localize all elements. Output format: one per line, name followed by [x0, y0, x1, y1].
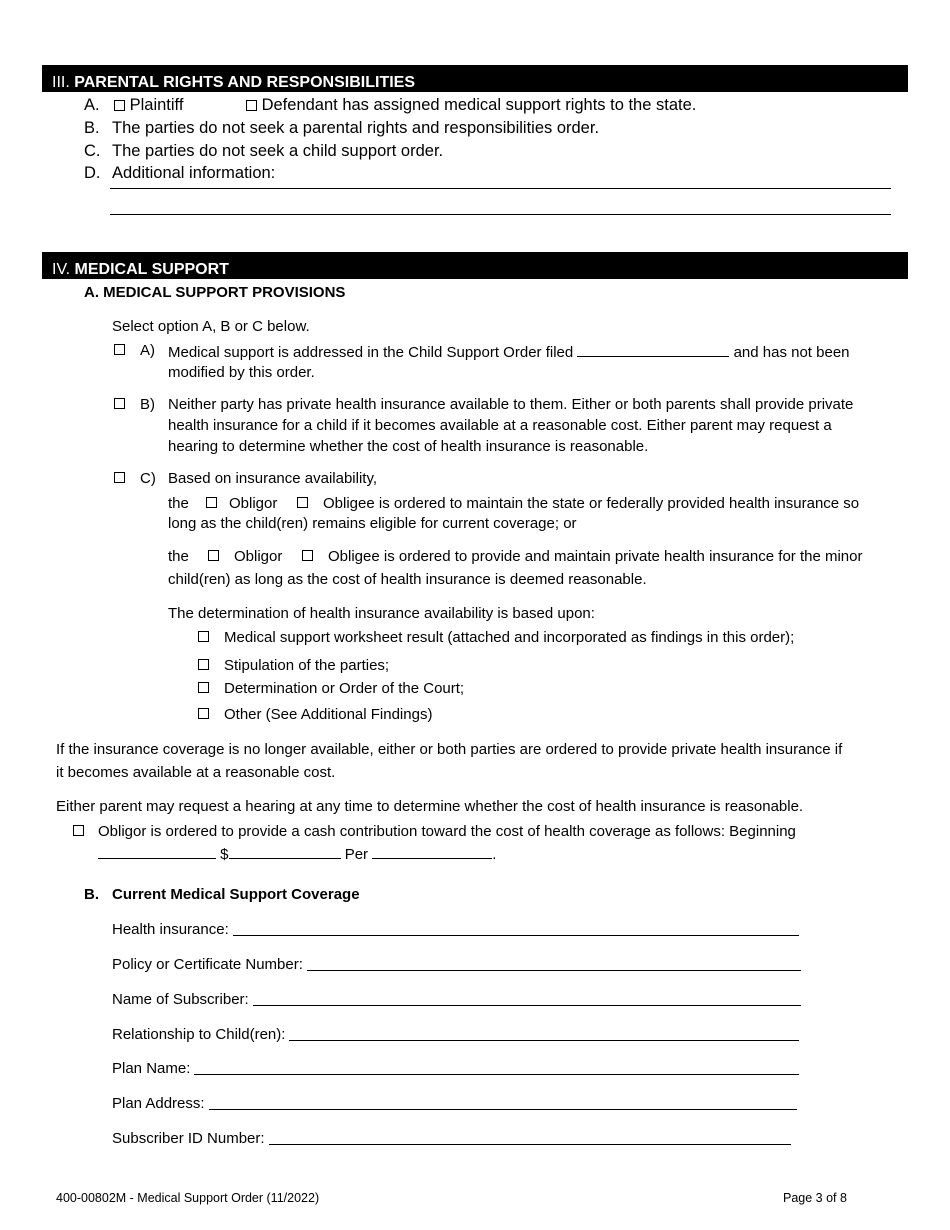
additional-info-line-2[interactable] — [110, 214, 891, 215]
plaintiff-label: Plaintiff — [129, 96, 184, 114]
option-b-line3: hearing to determine whether the cost of health insurance is reasonable. — [168, 438, 649, 455]
relationship-row — [112, 1026, 799, 1043]
subscriber-name-field[interactable] — [253, 991, 801, 1006]
plan-address-row — [112, 1095, 797, 1112]
subscriber-name-label: Name of Subscriber: — [112, 991, 249, 1008]
subsection-b-letter: B. — [84, 886, 99, 903]
plan-name-label: Plan Name: — [112, 1060, 191, 1077]
select-instruction: Select option A, B or C below. — [112, 318, 310, 335]
no-longer-available-line1: If the insurance coverage is no longer available, either or both parties are ordered to provide private health insurance if — [56, 741, 843, 758]
basis-checkbox-other[interactable] — [198, 708, 209, 719]
option-c-label: C) — [140, 470, 156, 487]
beginning-date-field[interactable] — [98, 844, 216, 859]
order-filed-date-field[interactable] — [577, 342, 729, 357]
policy-number-label: Policy or Certificate Number: — [112, 956, 303, 973]
health-insurance-label: Health insurance: — [112, 921, 229, 938]
defendant-option[interactable] — [246, 96, 696, 115]
option-a-text-post: and has not been — [733, 344, 850, 361]
item-letter: A. — [84, 96, 100, 114]
obligee-text-2: Obligee is ordered to provide and maintain private health insurance for the minor — [328, 548, 863, 565]
basis-checkbox-court[interactable] — [198, 682, 209, 693]
period-mark: . — [492, 846, 497, 863]
obligor-label-2: Obligor — [234, 548, 283, 565]
subscriber-id-row — [112, 1130, 791, 1147]
option-c-the-2: the — [168, 548, 189, 565]
section-iv-header — [42, 252, 908, 279]
relationship-label: Relationship to Child(ren): — [112, 1026, 286, 1043]
option-c-the-1: the — [168, 495, 189, 512]
item-letter: D. — [84, 164, 101, 182]
item-letter: B. — [84, 119, 100, 137]
subsection-a-title: A. MEDICAL SUPPORT PROVISIONS — [84, 284, 346, 301]
item-letter: C. — [84, 142, 101, 160]
basis-label-court: Determination or Order of the Court; — [224, 680, 465, 697]
basis-checkbox-worksheet[interactable] — [198, 631, 209, 642]
section-iii-number: III. — [52, 74, 70, 91]
item-iii-b-text: The parties do not seek a parental rights and responsibilities order. — [112, 119, 600, 137]
no-longer-available-line2: it becomes available at a reasonable cost. — [56, 764, 336, 781]
option-a-text — [168, 342, 850, 361]
defendant-checkbox[interactable] — [246, 100, 257, 111]
section-iv-title: MEDICAL SUPPORT — [74, 261, 229, 278]
health-insurance-field[interactable] — [233, 921, 799, 936]
item-iii-a — [84, 96, 100, 115]
subscriber-id-field[interactable] — [269, 1130, 791, 1145]
plan-name-field[interactable] — [194, 1060, 799, 1075]
obligee-text-1: Obligee is ordered to maintain the state or federally provided health insurance so — [323, 495, 860, 512]
item-iii-b — [84, 119, 100, 138]
determination-text: The determination of health insurance availability is based upon: — [168, 605, 595, 622]
additional-info-line-1[interactable] — [110, 188, 891, 189]
plaintiff-checkbox[interactable] — [114, 100, 125, 111]
health-insurance-row — [112, 921, 799, 938]
option-c-line3: long as the child(ren) remains eligible for current coverage; or — [168, 515, 577, 532]
plaintiff-option[interactable] — [114, 96, 183, 115]
relationship-field[interactable] — [289, 1026, 799, 1041]
item-iii-c — [84, 142, 101, 161]
basis-label-stipulation: Stipulation of the parties; — [224, 657, 390, 674]
subscriber-name-row — [112, 991, 801, 1008]
subsection-b-title: Current Medical Support Coverage — [112, 886, 360, 903]
per-period-field[interactable] — [372, 844, 492, 859]
option-a-text-line2: modified by this order. — [168, 364, 315, 381]
either-parent-text: Either parent may request a hearing at any time to determine whether the cost of health insurance is reasonable. — [56, 798, 804, 815]
option-c-checkbox[interactable] — [114, 472, 125, 483]
policy-number-row — [112, 956, 801, 973]
option-b-line1: Neither party has private health insurance available to them. Either or both parents shall provide private — [168, 396, 854, 413]
item-iii-c-text: The parties do not seek a child support order. — [112, 142, 444, 160]
subscriber-id-label: Subscriber ID Number: — [112, 1130, 265, 1147]
option-a-text-pre: Medical support is addressed in the Child Support Order filed — [168, 344, 574, 361]
form-id: 400-00802M - Medical Support Order (11/2022) — [56, 1191, 320, 1205]
basis-checkbox-stipulation[interactable] — [198, 659, 209, 670]
obligor-checkbox-2[interactable] — [208, 550, 219, 561]
obligor-checkbox-1[interactable] — [206, 497, 217, 508]
section-iv-number: IV. — [52, 261, 71, 278]
plan-address-field[interactable] — [209, 1095, 797, 1110]
obligee-checkbox-2[interactable] — [302, 550, 313, 561]
defendant-label: Defendant has assigned medical support rights to the state. — [261, 96, 697, 114]
amount-field[interactable] — [229, 844, 341, 859]
option-b-line2: health insurance for a child if it becomes available at a reasonable cost. Either parent may request a — [168, 417, 832, 434]
obligee-checkbox-1[interactable] — [297, 497, 308, 508]
option-c-line1: Based on insurance availability, — [168, 470, 378, 487]
dollar-sign: $ — [220, 846, 229, 863]
option-a-label: A) — [140, 342, 155, 359]
per-label: Per — [344, 846, 369, 863]
section-iii-title: PARENTAL RIGHTS AND RESPONSIBILITIES — [74, 74, 415, 91]
section-iii-header — [42, 65, 908, 92]
item-iii-d — [84, 164, 101, 183]
obligor-label-1: Obligor — [229, 495, 278, 512]
cash-contribution-text: Obligor is ordered to provide a cash contribution toward the cost of health coverage as follows: Beginning — [98, 823, 796, 840]
policy-number-field[interactable] — [307, 956, 801, 971]
basis-label-other: Other (See Additional Findings) — [224, 706, 433, 723]
option-a-checkbox[interactable] — [114, 344, 125, 355]
cash-contribution-fields — [98, 844, 496, 863]
plan-address-label: Plan Address: — [112, 1095, 205, 1112]
basis-label-worksheet: Medical support worksheet result (attached and incorporated as findings in this order); — [224, 629, 795, 646]
item-iii-d-text: Additional information: — [112, 164, 276, 182]
option-c-line5: child(ren) as long as the cost of health insurance is deemed reasonable. — [168, 571, 647, 588]
option-b-label: B) — [140, 396, 155, 413]
plan-name-row — [112, 1060, 799, 1077]
cash-contribution-checkbox[interactable] — [73, 825, 84, 836]
page-number: Page 3 of 8 — [783, 1191, 847, 1205]
option-b-checkbox[interactable] — [114, 398, 125, 409]
